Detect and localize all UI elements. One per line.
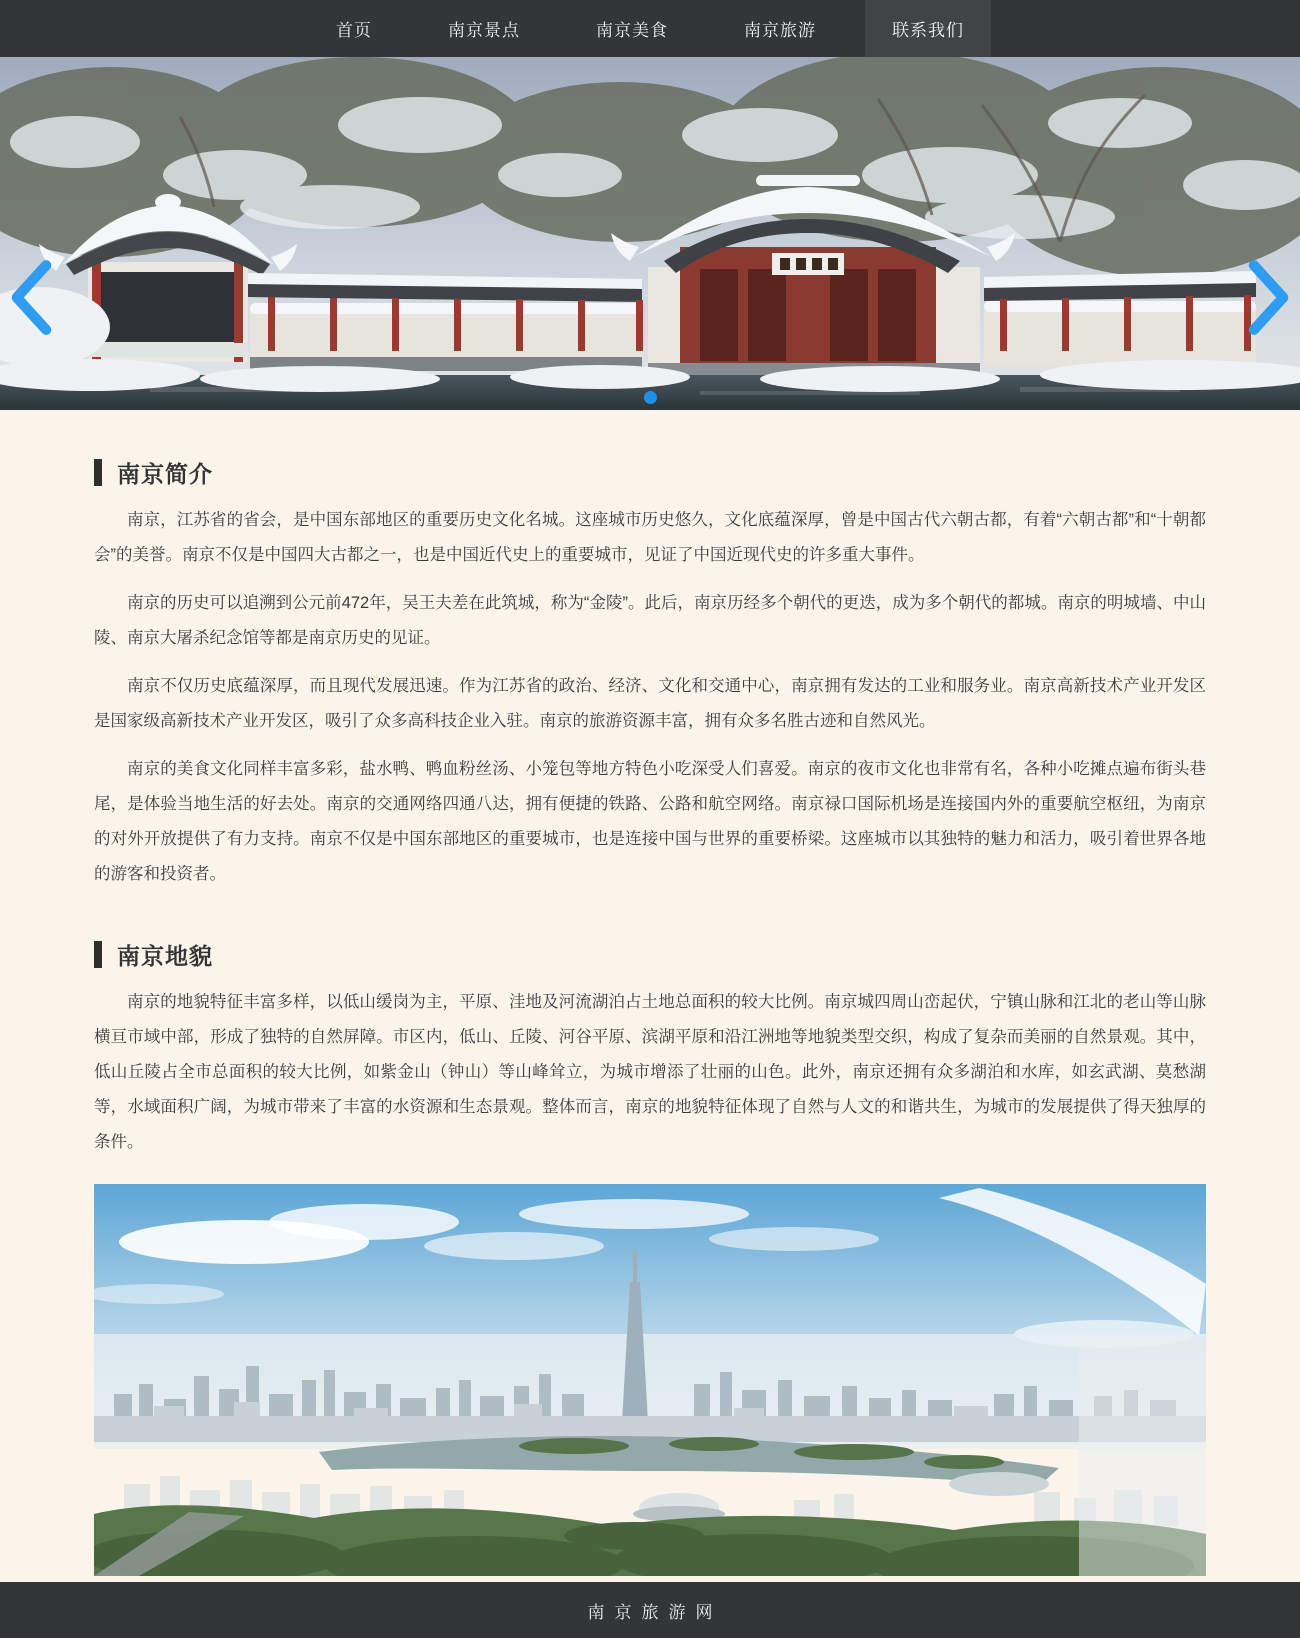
nav-item-food[interactable] (569, 0, 695, 57)
carousel-dot[interactable] (644, 391, 657, 404)
hero-carousel (0, 57, 1300, 410)
main-content (94, 456, 1206, 1576)
nav-item-contact[interactable] (865, 0, 991, 57)
carousel-prev-button[interactable] (8, 267, 52, 327)
heading-bar-icon (94, 459, 102, 486)
heading-bar-icon (94, 941, 102, 968)
hero-image-snow-garden (0, 57, 1300, 410)
nav-item-travel[interactable] (717, 0, 843, 57)
nav-item-label: 南京旅游 (744, 21, 816, 40)
intro-paragraph: 南京的历史可以追溯到公元前472年，吴王夫差在此筑城，称为“金陵”。此后，南京历经多个朝代的更迭，成为多个朝代的都城。南京的明城墙、中山陵、南京大屠杀纪念馆等都是南京历史的见证。 (94, 594, 1206, 647)
city-panorama-image (94, 1184, 1206, 1576)
top-nav (0, 0, 1300, 57)
nav-item-label: 首页 (336, 21, 372, 40)
right-corridor (984, 271, 1256, 367)
carousel-dots (0, 391, 1300, 404)
intro-paragraph: 南京，江苏省的省会，是中国东部地区的重要历史文化名城。这座城市历史悠久，文化底蕴深厚，曾是中国古代六朝古都，有着“六朝古都”和“十朝都会”的美誉。南京不仅是中国四大古都之一，也是中国近代史上的重要城市，见证了中国近现代史的许多重大事件。 (94, 511, 1206, 564)
page-footer (0, 1582, 1300, 1638)
corridor (248, 273, 643, 371)
intro-paragraph: 南京的美食文化同样丰富多彩，盐水鸭、鸭血粉丝汤、小笼包等地方特色小吃深受人们喜爱。南京的夜市文化也非常有名，各种小吃摊点遍布街头巷尾，是体验当地生活的好去处。南京的交通网络四通八达，拥有便捷的铁路、公路和航空网络。南京禄口国际机场是连接国内外的重要航空枢纽，为南京的对外开放提供了有力支持。南京不仅是中国东部地区的重要城市，也是连接中国与世界的重要桥梁。这座城市以其独特的魅力和活力，吸引着世界各地的游客和投资者。 (94, 760, 1206, 883)
site-name: 南京旅游网 (587, 1602, 723, 1622)
nav-item-label: 联系我们 (892, 21, 964, 40)
intro-paragraph: 南京不仅历史底蕴深厚，而且现代发展迅速。作为江苏省的政治、经济、文化和交通中心，南京拥有发达的工业和服务业。南京高新技术产业开发区是国家级高新技术产业开发区，吸引了众多高科技企业入驻。南京的旅游资源丰富，拥有众多名胜古迹和自然风光。 (94, 677, 1206, 730)
city-panorama-figure (94, 1184, 1206, 1576)
chevron-right-icon (1248, 121, 1292, 474)
landform-paragraph: 南京的地貌特征丰富多样，以低山缓岗为主，平原、洼地及河流湖泊占土地总面积的较大比例。南京城四周山峦起伏，宁镇山脉和江北的老山等山脉横亘市域中部，形成了独特的自然屏障。市区内，低山、丘陵、河谷平原、滨湖平原和沿江洲地等地貌类型交织，构成了复杂而美丽的自然景观。其中，低山丘陵占全市总面积的较大比例，如紫金山（钟山）等山峰耸立，为城市增添了壮丽的山色。此外，南京还拥有众多湖泊和水库，如玄武湖、莫愁湖等，水域面积广阔，为城市带来了丰富的水资源和生态景观。整体而言，南京的地貌特征体现了自然与人文的和谐共生，为城市的发展提供了得天独厚的条件。 (94, 993, 1206, 1151)
chevron-left-icon (8, 121, 52, 474)
nav-item-attractions[interactable] (421, 0, 547, 57)
section-intro-title: 南京简介 (117, 461, 213, 487)
nav-item-label: 南京景点 (448, 21, 520, 40)
carousel-next-button[interactable] (1248, 267, 1292, 327)
nav-item-label: 南京美食 (596, 21, 668, 40)
section-intro-header (94, 456, 1206, 489)
section-intro (94, 456, 1206, 892)
section-landform-title: 南京地貌 (117, 943, 213, 969)
nav-item-home[interactable] (309, 0, 399, 57)
section-landform-header (94, 938, 1206, 971)
section-landform (94, 938, 1206, 1576)
